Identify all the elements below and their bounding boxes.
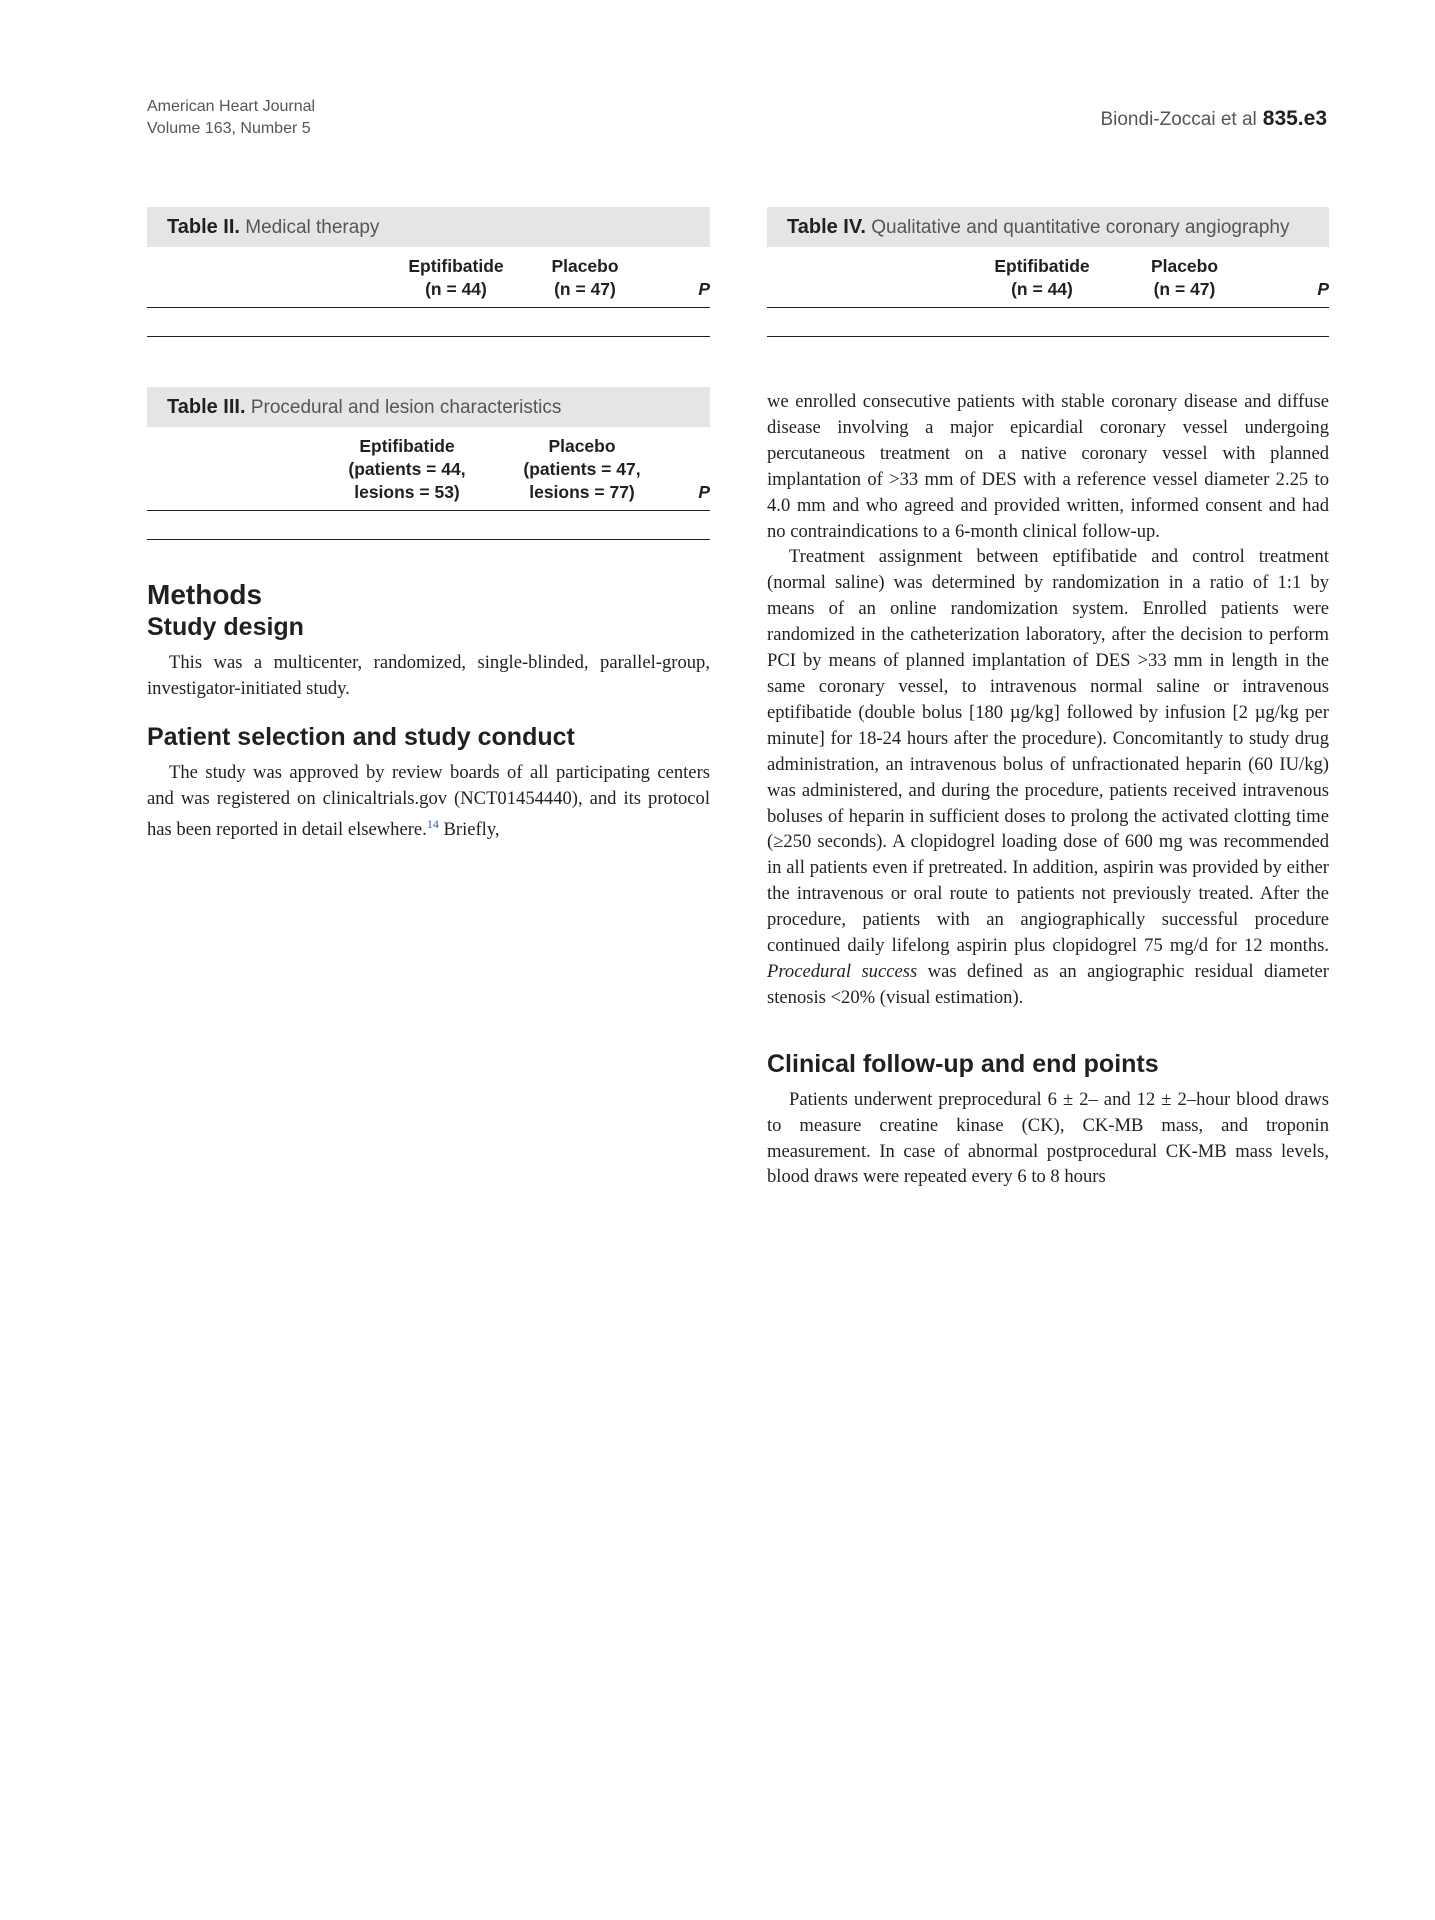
running-header-right — [1100, 107, 1327, 131]
journal-volume: Volume 163, Number 5 — [147, 120, 311, 137]
header-placebo: Placebo (patients = 47, lesions = 77) — [523, 436, 641, 502]
table-label: Table II. — [167, 216, 240, 238]
header-eptifibatide: Eptifibatide (n = 44) — [408, 256, 504, 299]
table-body — [147, 511, 710, 540]
page-number: 835.e3 — [1262, 107, 1327, 130]
table-title: Medical therapy — [245, 217, 380, 238]
table-body — [767, 308, 1329, 337]
header-p: P — [698, 279, 710, 299]
header-placebo: Placebo (n = 47) — [1150, 256, 1219, 299]
header-eptifibatide: Eptifibatide (n = 44) — [994, 256, 1090, 299]
paragraph: we enrolled consecutive patients with stable coronary disease and diffuse disease involving a major epicardial coronary vessel undergoing percutaneous treatment on a native coronary vessel with planned implantation of >33 mm of DES with a reference vessel diameter 2.25 to 4.0 mm and who agreed and provided written, informed consent and had no contraindications to a 6-month clinical follow-up. — [767, 391, 1329, 542]
header-placebo: Placebo (n = 47) — [551, 256, 619, 299]
methods-section — [147, 578, 710, 843]
paragraph: Patients underwent preprocedural 6 ± 2– and 12 ± 2–hour blood draws to measure creatine kinase (CK), CK-MB mass, and troponin measurement. In case of abnormal postprocedural CK-MB mass levels, blood draws were repeated every 6 to 8 hours — [767, 1088, 1329, 1188]
table-procedural-characteristics — [147, 387, 710, 540]
body-text — [767, 389, 1329, 1190]
header-p: P — [698, 482, 710, 502]
right-column — [767, 207, 1329, 1190]
study-design-paragraph: This was a multicenter, randomized, single-blinded, parallel-group, investigator-initiated study. — [147, 652, 710, 699]
table-label: Table IV. — [787, 216, 866, 238]
table-body — [147, 308, 710, 337]
table-medical-therapy — [147, 207, 710, 337]
table-caption — [147, 387, 710, 427]
table-title: Procedural and lesion characteristics — [250, 397, 562, 418]
subsection-heading: Patient selection and study conduct — [147, 722, 575, 751]
paragraph: Treatment assignment between eptifibatide and control treatment (normal saline) was determined by randomization in a ratio of 1:1 by means of an online randomization system. Enrolled patients were randomized in the catheterization laboratory, after the decision to perform PCI by means of planned implantation of DES >33 mm in length in the same coronary vessel, to intravenous normal saline or intravenous eptifibatide (double bolus [180 µg/kg] followed by infusion [2 µg/kg per minute] for 18-24 hours after the procedure). Concomitantly to study drug administration, an intravenous bolus of unfractionated heparin (60 IU/kg) was administered, and during the procedure, patients received intravenous boluses of heparin in sufficient doses to prolong the activated clotting time (≥250 seconds). A clopidogrel loading dose of 600 mg was recommended in all patients even if pretreated. In addition, aspirin was provided by either the intravenous or oral route to patients not previously treated. After the procedure, patients with an angiographically successful procedure continued daily lifelong aspirin plus clopidogrel 75 mg/d for 12 months. Procedural success was defined as an angiographic residual diameter stenosis <20% (visual estimation). — [767, 546, 1329, 1008]
patient-selection-paragraph: The study was approved by review boards of all participating centers and was registered on clinicaltrials.gov (NCT01454440), and its protocol has been reported in detail elsewhere.$^{14}$ Briefly, — [147, 761, 710, 840]
subsection-heading: Study design — [147, 613, 304, 641]
table-caption — [767, 207, 1329, 247]
header-eptifibatide: Eptifibatide (patients = 44, lesions = 53) — [348, 436, 466, 502]
running-header-left — [147, 96, 315, 140]
table-label: Table III. — [167, 396, 246, 418]
section-heading: Methods — [147, 579, 263, 610]
table-header-row — [767, 247, 1329, 308]
table-header-row — [147, 247, 710, 308]
table-title: Qualitative and quantitative coronary angiography — [871, 217, 1290, 238]
author-line: Biondi-Zoccai et al — [1100, 109, 1257, 130]
reference-link[interactable]: 14 — [426, 816, 439, 831]
left-column — [147, 207, 710, 843]
table-caption — [147, 207, 710, 247]
header-p: P — [1317, 279, 1329, 299]
table-header-row — [147, 427, 710, 511]
table-angiography — [767, 207, 1329, 337]
journal-name: American Heart Journal — [147, 98, 316, 115]
subsection-heading: Clinical follow-up and end points — [767, 1049, 1159, 1078]
